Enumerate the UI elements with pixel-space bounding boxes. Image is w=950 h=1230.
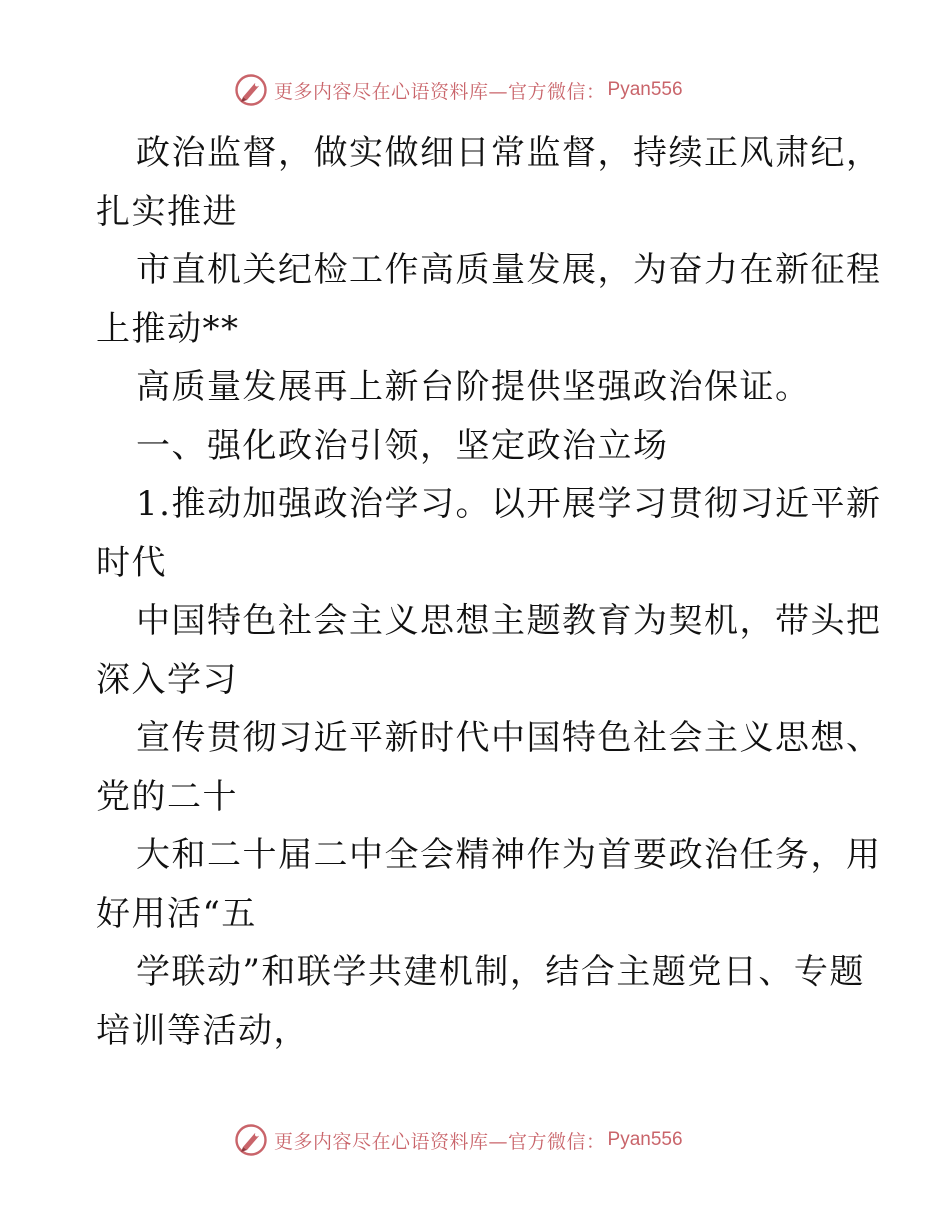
footer-watermark xyxy=(234,1120,683,1160)
watermark-text: 更多内容尽在心语资料库—官方微信： xyxy=(274,80,606,103)
section-heading: 一、强化政治引领，坚定政治立场 xyxy=(136,425,669,466)
watermark-id: Pyan556 xyxy=(607,79,683,100)
text-line: 大和二十届二中全会精神作为首要政治任务，用 xyxy=(136,835,882,875)
header-watermark xyxy=(234,70,683,110)
text-line: 政治监督，做实做细日常监督，持续正风肃纪， xyxy=(136,133,882,173)
document-body xyxy=(96,124,882,1060)
watermark-id: Pyan556 xyxy=(607,1129,683,1150)
text-line: 中国特色社会主义思想主题教育为契机，带头把 xyxy=(136,601,882,641)
pen-logo-icon xyxy=(234,1123,268,1157)
text-line: 学联动”和联学共建机制，结合主题党日、专题 xyxy=(136,952,865,992)
text-line: 市直机关纪检工作高质量发展，为奋力在新征程 xyxy=(136,250,882,290)
text-line: 党的二十 xyxy=(96,776,238,817)
text-line: 宣传贯彻习近平新时代中国特色社会主义思想、 xyxy=(136,718,882,758)
text-line: 扎实推进 xyxy=(96,191,238,232)
watermark-text: 更多内容尽在心语资料库—官方微信： xyxy=(274,1130,606,1153)
text-line: 时代 xyxy=(96,542,167,583)
text-line: 培训等活动， xyxy=(96,1010,309,1051)
pen-logo-icon xyxy=(234,73,268,107)
text-line: 好用活“五 xyxy=(96,893,257,934)
text-line: 高质量发展再上新台阶提供坚强政治保证。 xyxy=(136,367,811,407)
text-line: 上推动** xyxy=(96,308,240,349)
text-line: 深入学习 xyxy=(96,659,238,700)
text-line: 1.推动加强政治学习。以开展学习贯彻习近平新 xyxy=(136,484,882,524)
